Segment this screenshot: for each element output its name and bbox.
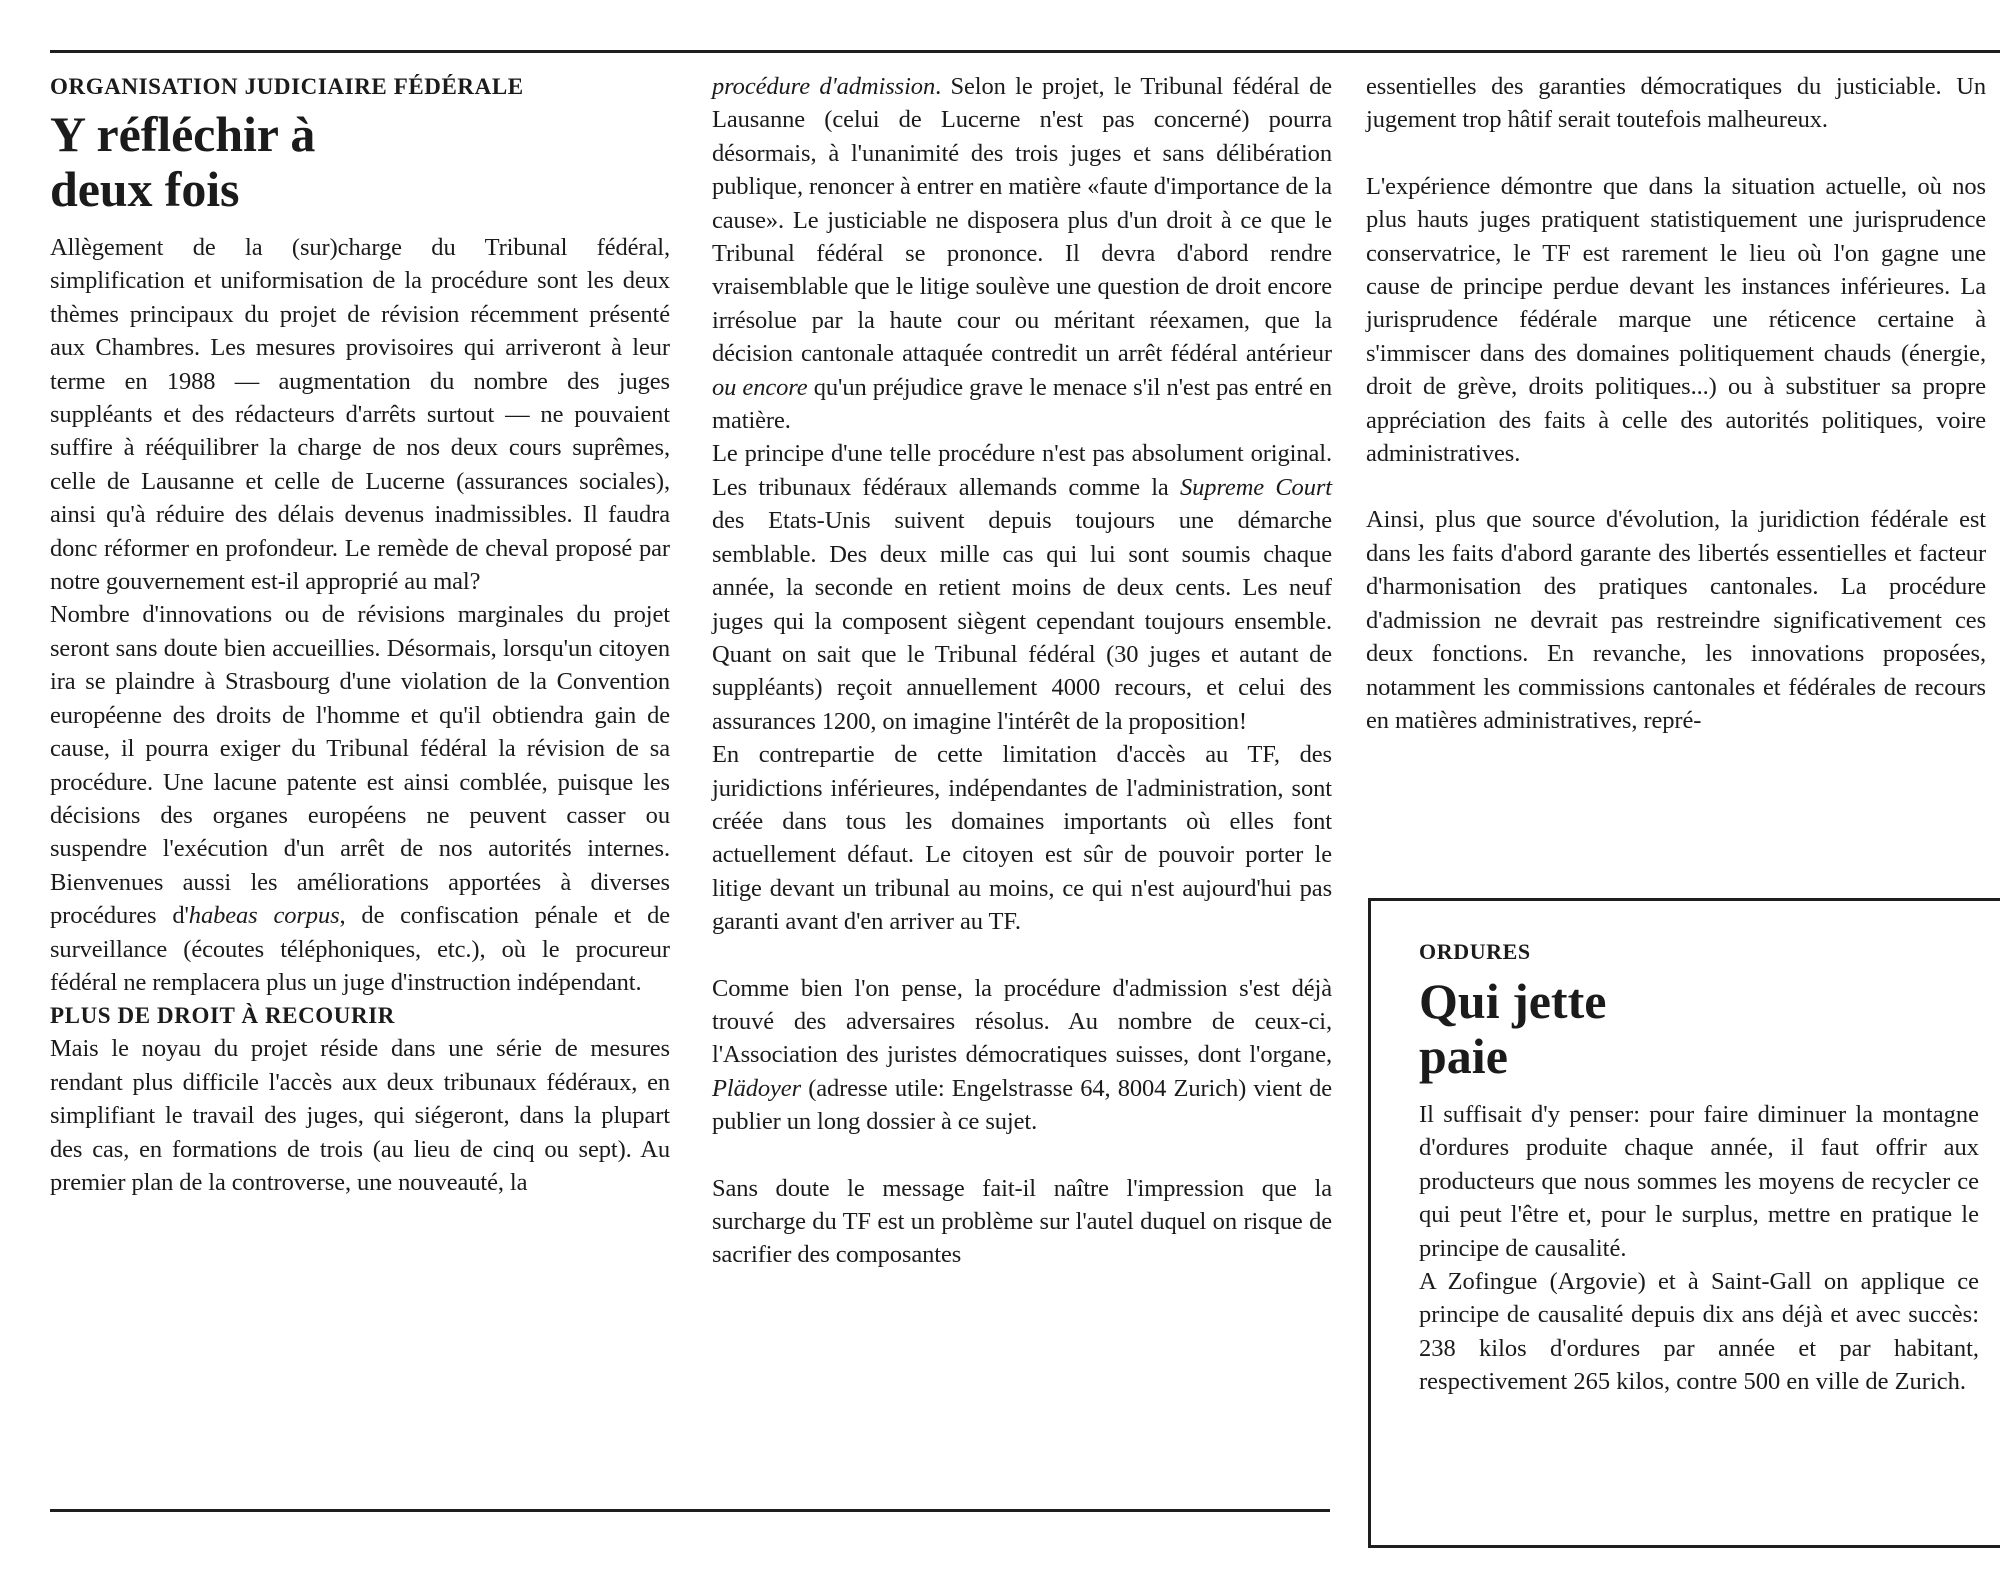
bottom-rule: [50, 1509, 1330, 1512]
article-subhead: PLUS DE DROIT À RECOURIR: [50, 1003, 395, 1029]
paragraph-11: Ainsi, plus que source d'évolution, la juridiction fédérale est dans les faits d'abord garante des libertés essentielles et facteur d'harmonisation des pratiques cantonales. La procédure d'admission ne devrait pas restreindre significativement ces deux fonctions. En revanche, les innovations proposées, notamment les commissions cantonales et fédérales de recours en matières administratives, repré-: [1366, 506, 1986, 734]
sidebar-content: [1419, 935, 1979, 1399]
paragraph-8: Sans doute le message fait-il naître l'impression que la surcharge du TF est un problème sur l'autel duquel on risque de sacrifier des composantes: [712, 1174, 1332, 1269]
paragraph-6: En contrepartie de cette limitation d'accès au TF, des juridictions inférieures, indépendantes de l'administration, sont créée dans tous les domaines importants où elles font actuellement défaut. Le citoyen est sûr de pouvoir porter le litige devant un tribunal au moins, ce qui n'est aujourd'hui pas garanti avant d'en arriver au TF.: [712, 741, 1332, 936]
top-rule: [50, 50, 2000, 53]
sidebar-headline: Qui jette paie: [1419, 973, 1607, 1084]
paragraph-1: Allègement de la (sur)charge du Tribunal fédéral, simplification et uniformisation de la procédure sont les deux thèmes principaux du projet de révision récemment présenté aux Chambres. Les mesures provisoires qui arriveront à leur terme en 1988 — augmentation du nombre des juges suppléants et des rédacteurs d'arrêts surtout — ne pouvaient suffire à rééquilibrer la charge de nos deux cours suprêmes, celle de Lausanne et celle de Lucerne (assurances sociales), ainsi qu'à réduire des délais devenus inadmissibles. Il faudra donc réformer en profondeur. Le remède de cheval proposé par notre gouvernement est-il approprié au mal?: [50, 234, 670, 596]
paragraph-2: Nombre d'innovations ou de révisions marginales du projet seront sans doute bien accueillies. Désormais, lorsqu'un citoyen ira se plaindre à Strasbourg d'une violation de la Convention européenne des droits de l'homme et qu'il obtiendra gain de cause, il pourra exiger du Tribunal fédéral la révision de sa procédure. Une lacune patente est ainsi comblée, puisque les décisions des organes européens ne peuvent casser ou suspendre l'exécution d'un arrêt de nos autorités internes. Bienvenues aussi les améliorations apportées à diverses procédures d'habeas corpus, de confiscation pénale et de surveillance (écoutes téléphoniques, etc.), où le procureur fédéral ne remplacera plus un juge d'instruction indépendant.: [50, 601, 670, 996]
article-kicker: ORGANISATION JUDICIAIRE FÉDÉRALE: [50, 74, 524, 99]
column-3: [1366, 70, 1986, 737]
paragraph-9: essentielles des garanties démocratiques du justiciable. Un jugement trop hâtif serait toutefois malheureux.: [1366, 73, 1986, 134]
paragraph-5: Le principe d'une telle procédure n'est pas absolument original. Les tribunaux fédéraux allemands comme la Supreme Court des Etats-Unis suivent depuis toujours une démarche semblable. Des deux mille cas qui lui sont soumis chaque année, la seconde en retient moins de deux cents. Les neuf juges qui la composent siègent cependant toujours ensemble. Quant on sait que le Tribunal fédéral (30 juges et autant de suppléants) reçoit annuellement 4000 recours, et celui des assurances 1200, on imagine l'intérêt de la proposition!: [712, 440, 1332, 735]
article-headline: Y réfléchir à deux fois: [50, 106, 316, 217]
column-1: [50, 70, 670, 1199]
sidebar-box: [1368, 898, 2000, 1548]
sidebar-paragraph-1: Il suffisait d'y penser: pour faire diminuer la montagne d'ordures produite chaque année, il faut offrir aux producteurs que nous sommes les moyens de recycler ce qui peut l'être et, pour le surplus, mettre en pratique le principe de causalité.: [1419, 1101, 1979, 1262]
paragraph-10: L'expérience démontre que dans la situation actuelle, où nos plus hauts juges pratiquent statistiquement une jurisprudence conservatrice, le TF est rarement le lieu où l'on gagne une cause de principe perdue devant les instances inférieures. La jurisprudence fédérale marque une réticence certaine à s'immiscer dans des domaines politiquement chauds (énergie, droit de grève, droits politiques...) ou à substituer sa propre appréciation des faits à celle des autorités politiques, voire administratives.: [1366, 172, 1986, 468]
paragraph-7: Comme bien l'on pense, la procédure d'admission s'est déjà trouvé des adversaires résolus. Au nombre de ceux-ci, l'Association des juristes démocratiques suisses, dont l'organe, Plädoyer (adresse utile: Engelstrasse 64, 8004 Zurich) vient de publier un long dossier à ce sujet.: [712, 974, 1332, 1136]
sidebar-paragraph-2: A Zofingue (Argovie) et à Saint-Gall on applique ce principe de causalité depuis dix ans déjà et avec succès: 238 kilos d'ordures par année et par habitant, respectivement 265 kilos, contre 500 en ville de Zurich.: [1419, 1268, 1979, 1396]
column-2: [712, 70, 1332, 1272]
paragraph-3: Mais le noyau du projet réside dans une série de mesures rendant plus difficile l'accès aux deux tribunaux fédéraux, en simplifiant le travail des juges, qui siégeront, dans la plupart des cas, en formations de trois (au lieu de cinq ou sept). Au premier plan de la controverse, une nouveauté, la: [50, 1035, 670, 1196]
sidebar-kicker: ORDURES: [1419, 939, 1531, 964]
paragraph-4: procédure d'admission. Selon le projet, le Tribunal fédéral de Lausanne (celui de Lucerne n'est pas concerné) pourra désormais, à l'unanimité des trois juges et sans délibération publique, renoncer à entrer en matière «faute d'importance de la cause». Le justiciable ne disposera plus d'un droit à ce que le Tribunal fédéral se prononce. Il devra d'abord rendre vraisemblable que le litige soulève une question de droit encore irrésolue par la haute cour ou méritant réexamen, que la décision cantonale attaquée contredit un arrêt fédéral antérieur ou encore qu'un préjudice grave le menace s'il n'est pas entré en matière.: [712, 73, 1332, 435]
